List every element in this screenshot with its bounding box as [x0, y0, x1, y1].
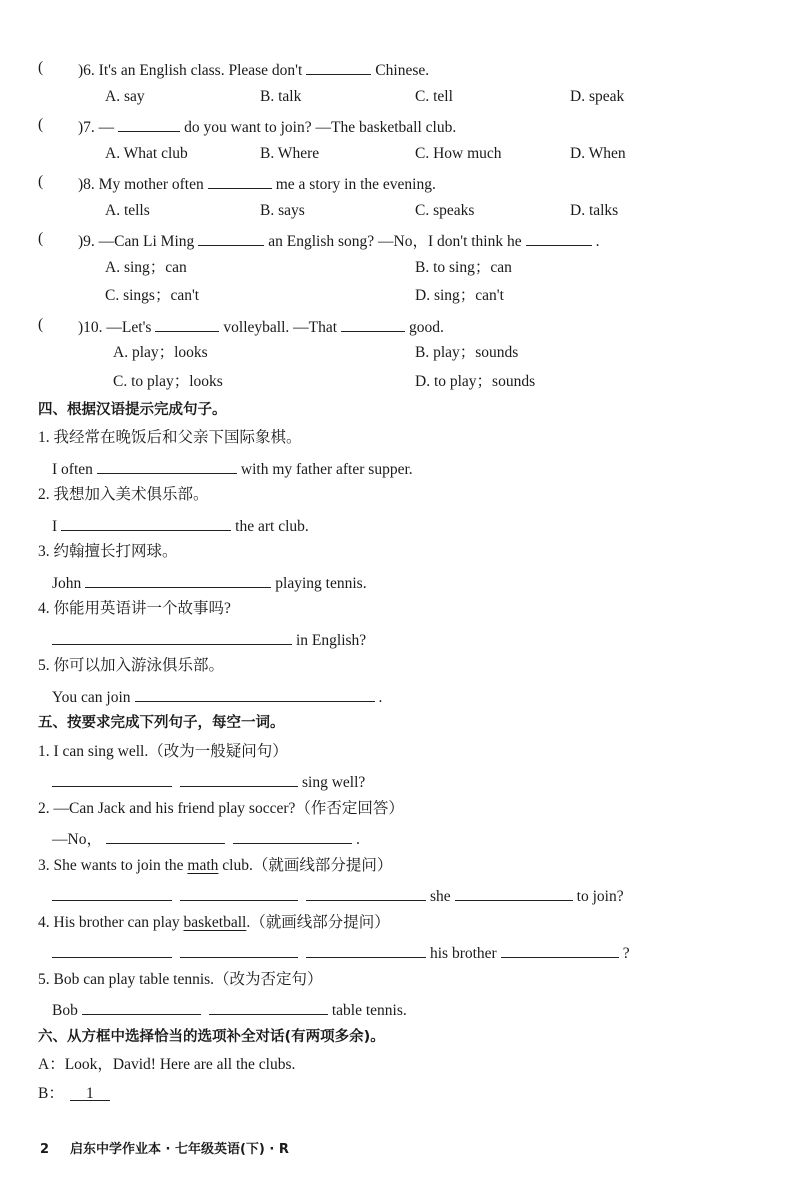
text: his brother [430, 945, 497, 962]
text: . [378, 689, 383, 706]
blank[interactable] [52, 940, 172, 958]
option-b: B. Where [260, 145, 320, 162]
option-c: C. to play；looks [113, 373, 223, 390]
answer-paren: ( [38, 230, 44, 247]
text: .（就画线部分提问） [246, 914, 390, 931]
page-number: 2 [40, 1142, 50, 1157]
blank[interactable] [52, 769, 172, 787]
blank[interactable] [526, 228, 592, 246]
s4-prompt-3: 3. 约翰擅长打网球。 [38, 543, 178, 560]
text: I often [52, 461, 93, 478]
s4-answer-3 [52, 570, 367, 592]
blank[interactable] [209, 997, 328, 1015]
underlined-word: math [187, 857, 219, 874]
text: John [52, 575, 82, 592]
blank[interactable] [180, 940, 298, 958]
s5-prompt-3 [38, 855, 392, 877]
s5-prompt-5: 5. Bob can play table tennis.（改为否定句） [38, 971, 323, 988]
s5-prompt-4 [38, 912, 390, 934]
stem-text: —Can Li Ming [98, 233, 195, 250]
answer-paren: ( [38, 59, 44, 76]
blank[interactable] [233, 826, 352, 844]
option-b: B. talk [260, 88, 302, 105]
text: —No， [52, 831, 102, 848]
option-c: C. sings；can't [105, 287, 200, 304]
blank[interactable] [118, 114, 180, 132]
stem-text: good. [409, 319, 444, 336]
stem-text: . [595, 233, 600, 250]
blank[interactable] [97, 456, 237, 474]
option-d: D. talks [570, 202, 619, 219]
option-a: A. play；looks [113, 344, 208, 361]
answer-paren: ( [38, 116, 44, 133]
option-c: C. tell [415, 88, 453, 105]
option-b: B. to sing；can [415, 259, 512, 276]
s5-prompt-1: 1. I can sing well.（改为一般疑问句） [38, 743, 288, 760]
stem-text: My mother often [98, 176, 204, 193]
dialogue-line-a: A：Look，David! Here are all the clubs. [38, 1056, 296, 1073]
text: playing tennis. [275, 575, 367, 592]
stem-text: volleyball. —That [223, 319, 338, 336]
question-number: )6. [78, 62, 95, 79]
s5-answer-5 [52, 997, 407, 1019]
underlined-word: basketball [183, 914, 247, 931]
text: the art club. [235, 518, 309, 535]
text: to join? [576, 888, 624, 905]
option-d: D. When [570, 145, 626, 162]
stem-text: Chinese. [375, 62, 430, 79]
s5-answer-2 [52, 826, 360, 848]
s4-prompt-1: 1. 我经常在晚饭后和父亲下国际象棋。 [38, 429, 302, 446]
blank[interactable] [180, 769, 298, 787]
option-c: C. speaks [415, 202, 475, 219]
section-5-heading: 五、按要求完成下列句子，每空一词。 [38, 715, 285, 731]
blank[interactable] [106, 826, 225, 844]
blank[interactable] [82, 997, 201, 1015]
option-a: A. say [105, 88, 145, 105]
footer-title: 启东中学作业本 · 七年级英语(下) · R [70, 1142, 289, 1157]
stem-text: do you want to join? —The basketball club. [184, 119, 457, 136]
option-b: B. says [260, 202, 305, 219]
s4-prompt-2: 2. 我想加入美术俱乐部。 [38, 486, 209, 503]
text: she [430, 888, 451, 905]
text: with my father after supper. [240, 461, 413, 478]
s4-answer-1 [52, 456, 413, 478]
blank[interactable] [198, 228, 264, 246]
s4-prompt-5: 5. 你可以加入游泳俱乐部。 [38, 657, 225, 674]
text: 3. She wants to join the [38, 857, 188, 874]
answer-paren: ( [38, 173, 44, 190]
question-number: )7. — [78, 119, 115, 136]
blank[interactable] [61, 513, 231, 531]
question-number: )8. [78, 176, 95, 193]
stem-text: an English song? —No，I don't think he [268, 233, 522, 250]
s4-answer-2 [52, 513, 309, 535]
text: Bob [52, 1002, 78, 1019]
s5-answer-4 [52, 940, 630, 962]
stem-text: It's an English class. Please don't [98, 62, 303, 79]
blank[interactable] [52, 627, 292, 645]
s4-answer-4 [52, 627, 366, 649]
speaker: B： [38, 1085, 64, 1102]
answer-paren: ( [38, 316, 44, 333]
text: in English? [296, 632, 367, 649]
s5-answer-3 [52, 883, 624, 905]
section-6-heading: 六、从方框中选择恰当的选项补全对话(有两项多余)。 [38, 1029, 385, 1045]
section-4-heading: 四、根据汉语提示完成句子。 [38, 402, 227, 418]
question-number: )9. [78, 233, 95, 250]
text: table tennis. [331, 1002, 407, 1019]
stem-text: —Let's [106, 319, 152, 336]
blank[interactable] [208, 171, 272, 189]
option-b: B. play；sounds [415, 344, 519, 361]
option-d: D. to play；sounds [415, 373, 536, 390]
text: I [52, 518, 58, 535]
option-d: D. speak [570, 88, 625, 105]
option-a: A. tells [105, 202, 150, 219]
blank[interactable] [135, 684, 375, 702]
text: You can join [52, 689, 131, 706]
blank[interactable] [455, 883, 573, 901]
option-a: A. sing；can [105, 259, 187, 276]
blank[interactable] [85, 570, 271, 588]
question-number: )10. [78, 319, 103, 336]
text: . [355, 831, 360, 848]
s5-prompt-2: 2. —Can Jack and his friend play soccer?（作否定回答） [38, 800, 404, 817]
text: ? [622, 945, 630, 962]
s4-prompt-4: 4. 你能用英语讲一个故事吗? [38, 600, 231, 617]
dialogue-line-b [38, 1083, 114, 1105]
text: 4. His brother can play [38, 914, 184, 931]
s4-answer-5 [52, 684, 382, 706]
blank[interactable] [180, 883, 298, 901]
blank[interactable] [306, 940, 426, 958]
blank[interactable] [306, 57, 371, 75]
blank[interactable] [155, 314, 219, 332]
blank[interactable] [501, 940, 619, 958]
s5-answer-1 [52, 769, 365, 791]
text: sing well? [302, 774, 366, 791]
blank[interactable] [341, 314, 405, 332]
option-c: C. How much [415, 145, 502, 162]
option-d: D. sing；can't [415, 287, 504, 304]
blank-1[interactable]: 1 [70, 1083, 110, 1101]
option-a: A. What club [105, 145, 188, 162]
text: club.（就画线部分提问） [218, 857, 393, 874]
blank[interactable] [52, 883, 172, 901]
blank[interactable] [306, 883, 426, 901]
stem-text: me a story in the evening. [275, 176, 436, 193]
